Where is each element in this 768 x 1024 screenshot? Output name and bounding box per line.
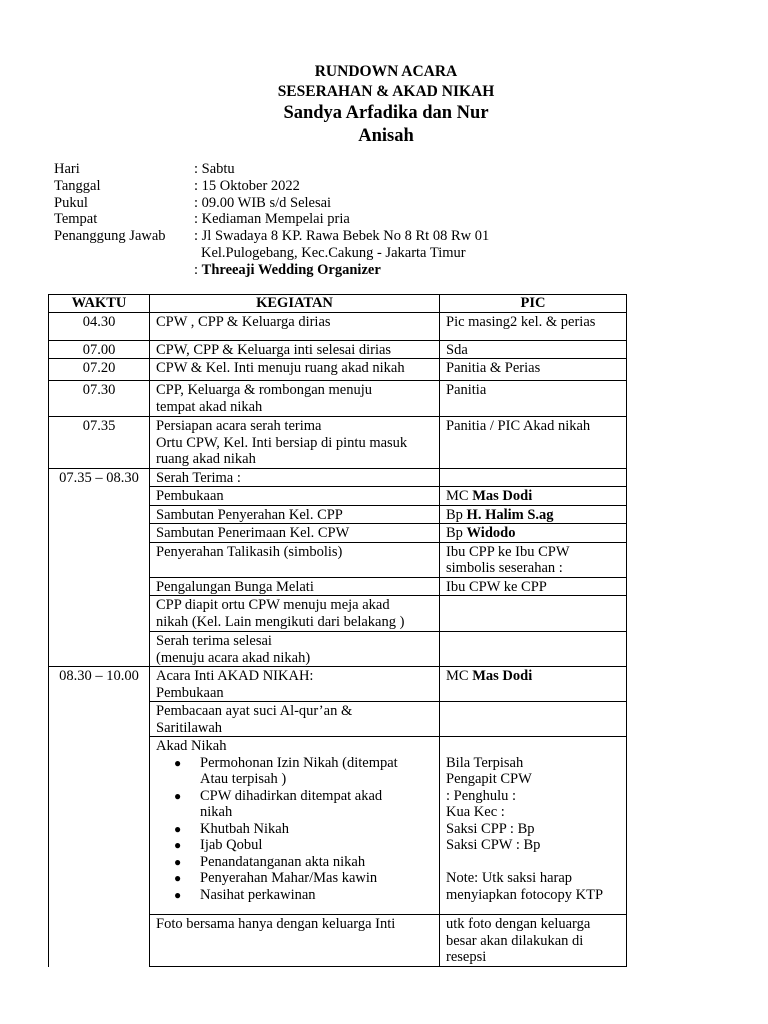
info-value: Kel.Pulogebang, Kec.Cakung - Jakarta Timur: [201, 244, 466, 261]
list-item: [174, 887, 433, 904]
activity-cell: Pembukaan: [150, 487, 440, 506]
table-row: [49, 667, 627, 702]
list-item: [174, 788, 433, 821]
pic-cell: [440, 737, 627, 915]
activity-line: ruang akad nikah: [156, 451, 256, 467]
info-label: Penanggung Jawab: [54, 228, 166, 245]
pic-line: : Penghulu :: [446, 787, 517, 804]
activity-cell: [150, 667, 440, 702]
info-value: : Sabtu: [194, 161, 235, 177]
table-row: [49, 417, 627, 469]
activity-line: nikah (Kel. Lain mengikuti dari belakang ): [156, 613, 405, 630]
pic-line: menyiapkan fotocopy KTP: [446, 886, 604, 903]
activity-line: Serah terima selesai: [156, 633, 272, 649]
pic-cell: [440, 468, 627, 487]
activity-cell: Sambutan Penerimaan Kel. CPW: [150, 524, 440, 543]
step-line: ● Penyerahan Mahar/Mas kawin: [200, 870, 378, 886]
title-line-2: SESERAHAN & AKAD NIKAH: [277, 83, 495, 100]
time-cell: 07.00: [49, 340, 150, 359]
time-cell: 07.35: [49, 417, 150, 469]
info-value: [194, 262, 381, 279]
pic-line: simbolis seserahan :: [446, 560, 563, 576]
activity-cell: Foto bersama hanya dengan keluarga Inti: [150, 915, 440, 967]
activity-cell: [150, 417, 440, 469]
activity-cell: CPW, CPP & Keluarga inti selesai dirias: [150, 340, 440, 359]
activity-line: Ortu CPW, Kel. Inti bersiap di pintu masuk: [156, 434, 408, 451]
title-line-1: RUNDOWN ACARA: [314, 63, 458, 80]
title-names-line-1: Sandya Arfadika dan Nur: [283, 103, 489, 123]
pic-cell: Ibu CPW ke CPP: [440, 577, 627, 596]
info-value: : 09.00 WIB s/d Selesai: [194, 194, 332, 211]
document-title: [0, 62, 768, 148]
pic-line: Ibu CPP ke Ibu CPW: [446, 543, 570, 560]
step-line: nikah: [200, 804, 233, 820]
table-header-row: [49, 295, 627, 313]
list-item: [174, 854, 433, 871]
pic-cell: [440, 524, 627, 543]
pic-prefix: MC: [446, 668, 473, 684]
activity-cell: [150, 737, 440, 915]
activity-line: tempat akad nikah: [156, 398, 263, 415]
pic-line: Kua Kec :: [446, 804, 505, 820]
pic-cell: [440, 915, 627, 967]
table-row: [49, 312, 627, 340]
time-cell: 07.20: [49, 359, 150, 381]
activity-cell: CPW & Kel. Inti menuju ruang akad nikah: [150, 359, 440, 381]
pic-line: Bila Terpisah: [446, 754, 524, 771]
activity-cell: CPW , CPP & Keluarga dirias: [150, 312, 440, 340]
pic-line: Pengapit CPW: [446, 771, 532, 787]
info-value: : 15 Oktober 2022: [194, 177, 300, 194]
table-row: [49, 359, 627, 381]
step-line: ● Khutbah Nikah: [200, 820, 289, 837]
pic-cell: [440, 505, 627, 524]
activity-cell: [150, 381, 440, 417]
pic-cell: Pic masing2 kel. & perias: [440, 312, 627, 340]
organizer-prefix: :: [194, 261, 202, 278]
table-row: [49, 381, 627, 417]
table-row: [49, 468, 627, 487]
activity-line: Saritilawah: [156, 719, 223, 736]
step-line: Atau terpisah ): [200, 771, 287, 787]
pic-cell: Sda: [440, 340, 627, 359]
table-row: [49, 340, 627, 359]
activity-cell: Serah Terima :: [150, 468, 440, 487]
activity-line: Akad Nikah: [156, 738, 227, 754]
activity-line: Acara Inti AKAD NIKAH:: [156, 668, 314, 684]
activity-cell: [150, 632, 440, 667]
akad-steps-list: [156, 755, 433, 904]
pic-cell: Panitia: [440, 381, 627, 417]
pic-cell: Panitia / PIC Akad nikah: [440, 417, 627, 469]
pic-line: resepsi: [446, 949, 487, 965]
pic-cell: [440, 632, 627, 667]
step-line: ● Penandatanganan akta nikah: [200, 853, 366, 870]
activity-cell: Pengalungan Bunga Melati: [150, 577, 440, 596]
info-label: Tempat: [54, 211, 98, 228]
pic-cell: [440, 487, 627, 506]
pic-line: Saksi CPP : Bp: [446, 820, 535, 837]
step-line: ● Ijab Qobul: [200, 837, 263, 853]
pic-prefix: MC: [446, 488, 473, 504]
list-item: [174, 837, 433, 854]
title-names-line-2: Anisah: [358, 126, 414, 146]
pic-cell: [440, 667, 627, 702]
pic-prefix: Bp: [446, 506, 467, 523]
activity-line: CPP diapit ortu CPW menuju meja akad: [156, 597, 390, 613]
activity-line: Pembacaan ayat suci Al-qur’an &: [156, 703, 353, 719]
list-item: [174, 870, 433, 887]
step-line: ● Nasihat perkawinan: [200, 886, 316, 903]
step-line: ● CPW dihadirkan ditempat akad: [200, 787, 383, 804]
list-item: [174, 821, 433, 838]
time-cell: 04.30: [49, 312, 150, 340]
pic-prefix: Bp: [446, 525, 467, 541]
rundown-table: [48, 294, 627, 967]
activity-line: Persiapan acara serah terima: [156, 418, 322, 434]
pic-name: H. Halim S.ag: [466, 506, 554, 523]
info-label: Pukul: [54, 194, 88, 211]
activity-line: (menuju acara akad nikah): [156, 649, 311, 666]
time-cell: 07.30: [49, 381, 150, 417]
pic-line: Saksi CPW : Bp: [446, 837, 541, 853]
info-value: : Kediaman Mempelai pria: [194, 211, 350, 228]
info-label: Hari: [54, 161, 80, 177]
pic-name: Widodo: [466, 525, 516, 541]
activity-cell: [150, 702, 440, 737]
activity-line: Pembukaan: [156, 684, 224, 701]
pic-cell: Panitia & Perias: [440, 359, 627, 381]
pic-name: Mas Dodi: [472, 488, 533, 504]
organizer-name: Threeaji Wedding Organizer: [201, 261, 381, 278]
time-cell: 07.35 – 08.30: [49, 468, 150, 667]
header-waktu: WAKTU: [49, 295, 150, 313]
pic-line: Note: Utk saksi harap: [446, 870, 573, 886]
activity-cell: [150, 596, 440, 632]
activity-cell: Penyerahan Talikasih (simbolis): [150, 542, 440, 577]
pic-cell: [440, 596, 627, 632]
info-value: : Jl Swadaya 8 KP. Rawa Bebek No 8 Rt 08 Rw 01: [194, 228, 490, 245]
activity-cell: Sambutan Penyerahan Kel. CPP: [150, 505, 440, 524]
activity-line: CPP, Keluarga & rombongan menuju: [156, 382, 373, 398]
header-pic: PIC: [440, 295, 627, 313]
step-line: ● Permohonan Izin Nikah (ditempat: [200, 754, 398, 771]
pic-name: Mas Dodi: [472, 668, 533, 684]
info-label: Tanggal: [54, 177, 101, 194]
pic-cell: [440, 542, 627, 577]
pic-line: besar akan dilakukan di: [446, 932, 584, 949]
pic-line: utk foto dengan keluarga: [446, 916, 591, 932]
pic-cell: [440, 702, 627, 737]
list-item: [174, 755, 433, 788]
time-cell: 08.30 – 10.00: [49, 667, 150, 967]
header-kegiatan: KEGIATAN: [150, 295, 440, 313]
